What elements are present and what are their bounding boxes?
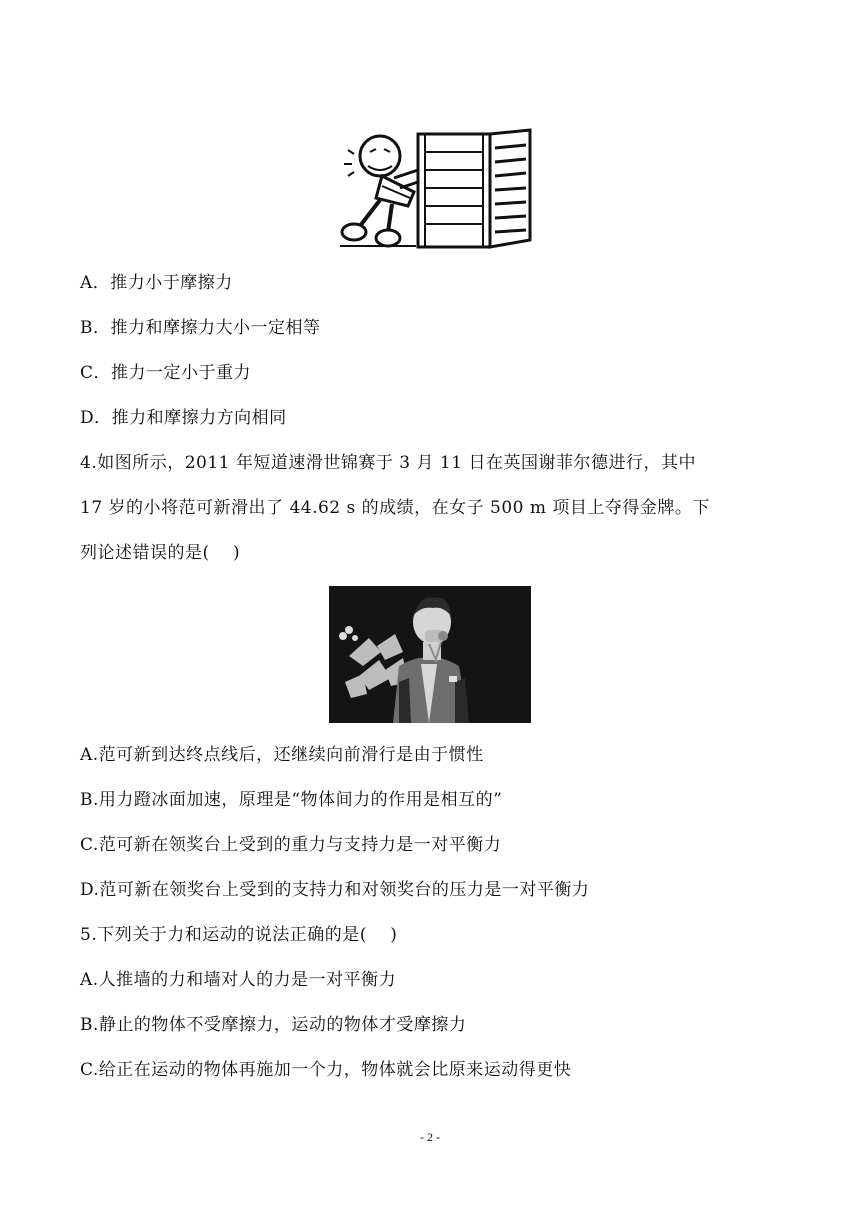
q4-stem-line-2: 17 岁的小将范可新滑出了 44.62 s 的成绩，在女子 500 m 项目上夺得金牌。下 bbox=[80, 498, 710, 518]
q5-option-b: B.静止的物体不受摩擦力，运动的物体才受摩擦力 bbox=[80, 1015, 467, 1035]
q4-option-b: B.用力蹬冰面加速，原理是“物体间力的作用是相互的” bbox=[80, 790, 503, 810]
q3-option-b: B．推力和摩擦力大小一定相等 bbox=[80, 318, 321, 338]
q3-option-c: C．推力一定小于重力 bbox=[80, 363, 252, 383]
q3-option-a: A．推力小于摩擦力 bbox=[80, 273, 233, 293]
person-pushing-crate-figure bbox=[330, 122, 535, 252]
q5-stem: 5.下列关于力和运动的说法正确的是( ) bbox=[80, 925, 398, 945]
q5-option-a: A.人推墙的力和墙对人的力是一对平衡力 bbox=[80, 970, 397, 990]
q4-option-d: D.范可新在领奖台上受到的支持力和对领奖台的压力是一对平衡力 bbox=[80, 880, 590, 900]
q3-option-d: D．推力和摩擦力方向相同 bbox=[80, 408, 287, 428]
q5-option-c: C.给正在运动的物体再施加一个力，物体就会比原来运动得更快 bbox=[80, 1060, 572, 1080]
q4-stem-line-1: 4.如图所示，2011 年短道速滑世锦赛于 3 月 11 日在英国谢菲尔德进行，其中 bbox=[80, 453, 696, 473]
page-number: - 2 - bbox=[420, 1130, 440, 1144]
q4-option-a: A.范可新到达终点线后，还继续向前滑行是由于惯性 bbox=[80, 745, 484, 765]
q4-stem-line-3: 列论述错误的是( ) bbox=[80, 543, 241, 563]
skater-medal-photo bbox=[329, 586, 531, 723]
q4-option-c: C.范可新在领奖台上受到的重力与支持力是一对平衡力 bbox=[80, 835, 502, 855]
